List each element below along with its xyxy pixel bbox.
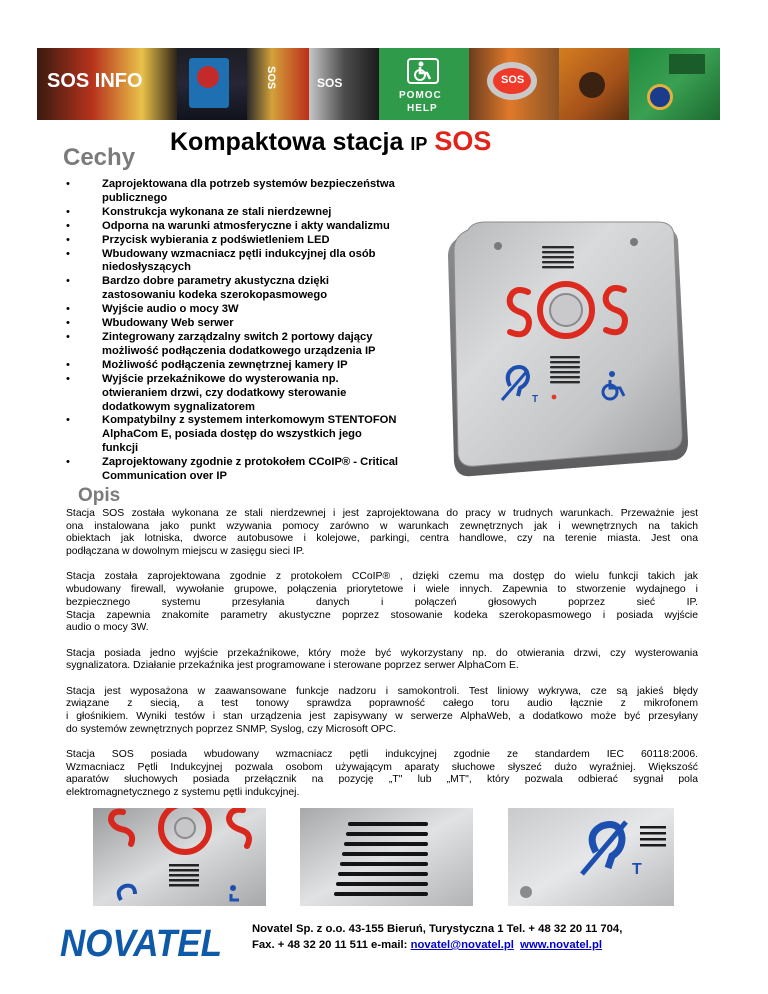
feature-item [66, 206, 426, 220]
banner-photo-sos-info [37, 48, 177, 120]
feature-item [66, 220, 426, 234]
feature-item [66, 317, 426, 331]
feature-item [66, 234, 426, 248]
feature-text-line: Wbudowany wzmacniacz pętli indukcyjnej dla osób [102, 247, 376, 260]
bullet-icon: • [66, 205, 70, 218]
feature-item [66, 248, 426, 276]
title-ip: IP [410, 134, 428, 154]
device-t-label: T [532, 394, 539, 405]
bottom-photo-hearing-loop [508, 808, 674, 906]
description-paragraph [66, 749, 698, 800]
feature-item [66, 303, 426, 317]
feature-text-line: Możliwość podłączenia zewnętrznej kamery IP [102, 358, 348, 371]
description-line: do systemów zewnętrznych poprzez SNMP, Syslog, czy Microsoft OPC. [66, 723, 397, 735]
bottom-photo-speaker-grille [300, 808, 473, 906]
description-line: Stacja zapewnia znakomite parametry akustyczne poprzez stosowanie kodeka szerokopasmowego i posiada wyjście [66, 609, 698, 621]
device-photo [432, 216, 698, 486]
bullet-icon: • [66, 330, 70, 343]
title-row [60, 122, 700, 172]
banner-sos-text-5: SOS [501, 74, 525, 86]
description-line: elektromagnetycznego z systemu pętli indukcyjnej. [66, 787, 300, 799]
description-paragraph [66, 686, 698, 737]
feature-text-line: AlphaCom E, posiada dostęp do wszystkich jego [102, 428, 362, 441]
feature-text-line: Przycisk wybierania z podświetleniem LED [102, 233, 330, 246]
header-banner [37, 48, 720, 120]
feature-item [66, 456, 426, 484]
banner-sos-info-text: SOS INFO [47, 70, 143, 92]
bullet-icon: • [66, 317, 70, 330]
banner-photo-sos-wall [309, 48, 379, 120]
banner-photo-panel [177, 48, 247, 120]
bullet-icon: • [66, 219, 70, 232]
website-link[interactable]: www.novatel.pl [520, 939, 602, 951]
banner-sos-text-3: SOS [317, 76, 343, 90]
feature-text-line: dodatkowym sygnalizatorem [102, 400, 255, 413]
feature-text-line: Odporna na warunki atmosferyczne i akty wandalizmu [102, 219, 390, 232]
title-sos: SOS [434, 126, 492, 156]
feature-text-line: funkcji [102, 442, 139, 455]
feature-text-line: Zaprojektowana dla potrzeb systemów bezpieczeństwa [102, 178, 395, 190]
banner-photo-sos-button [469, 48, 559, 120]
footer-address: Novatel Sp. z o.o. 43-155 Bieruń, Turystyczna 1 Tel. + 48 32 20 11 704, [252, 923, 623, 935]
banner-photo-sos-door [247, 48, 309, 120]
description-line: wbudowany firewall, wywołanie grupowe, połączenia priorytetowe i wiele innych. Zapewnia to stworzenie wydajnego i [66, 584, 698, 596]
hearing-t-label: T [632, 861, 642, 878]
description-body [66, 508, 698, 812]
feature-item [66, 331, 426, 359]
description-line: Stacja SOS została wykonana ze stali nierdzewnej i jest zaprojektowana do pracy w trudnych warunkach. Przeważnie jest [66, 508, 698, 519]
description-heading: Opis [78, 485, 121, 506]
bullet-icon: • [66, 247, 70, 260]
banner-help-text: HELP [407, 103, 438, 114]
feature-item [66, 275, 426, 303]
feature-text-line: Zaprojektowany zgodnie z protokołem CCoIP® - Critical [102, 456, 399, 469]
description-line: sygnalizatora. Działanie przekaźnika jest programowane i sterowane poprzez serwer AlphaCom E. [66, 660, 519, 672]
feature-text-line: publicznego [102, 191, 168, 204]
bullet-icon: • [66, 233, 70, 246]
feature-item [66, 373, 426, 415]
email-link[interactable]: novatel@novatel.pl [410, 939, 514, 951]
feature-text-line: Zintegrowany zarządzalny switch 2 portowy dający [102, 330, 373, 343]
description-paragraph [66, 508, 698, 559]
feature-text-line: otwieraniem drzwi, czy dodatkowy sterowanie [102, 386, 347, 399]
novatel-logo [58, 918, 228, 964]
banner-photo-orange-station [559, 48, 629, 120]
feature-text-line: Bardzo dobre parametry akustyczna dzięki [102, 275, 329, 288]
feature-text-line: Kompatybilny z systemem interkomowym STENTOFON [102, 414, 397, 427]
description-line: bezpiecznego systemu przesyłania danych i połączeń głosowych poprzez sieć IP. [66, 596, 698, 608]
features-heading: Cechy [63, 144, 136, 171]
feature-text-line: niedosłyszących [102, 261, 191, 274]
bullet-icon: • [66, 456, 70, 469]
feature-text-line: Konstrukcja wykonana ze stali nierdzewnej [102, 205, 332, 218]
banner-sos-text-2: SOS [265, 66, 277, 90]
feature-text-line: Communication over IP [102, 470, 227, 483]
banner-photo-pomoc-help [379, 48, 469, 120]
bottom-photo-sos [93, 808, 266, 906]
description-line: obiektach jak lotniska, dworce autobusowe i kolejowe, parkingi, centra handlowe, czy na terenie miasta. Jest ona [66, 533, 698, 545]
page-title [170, 126, 491, 157]
feature-item [66, 178, 426, 206]
bullet-icon: • [66, 303, 70, 316]
bullet-icon: • [66, 178, 70, 190]
feature-item [66, 359, 426, 373]
feature-item [66, 414, 426, 456]
title-main: Kompaktowa stacja [170, 128, 404, 156]
description-line: i głośnikiem. Wyniki testów i stan urządzenia jest zapisywany w serwerze AlphaWeb, a dodatkowo może być przesyłany [66, 710, 698, 722]
description-line: ona instalowana jako punkt wzywania pomocy zarówno w warunkach zewnętrznych jak i wewnętrznych na takich [66, 520, 698, 532]
description-line: audio o mocy 3W. [66, 622, 149, 634]
feature-text-line: Wbudowany Web serwer [102, 317, 234, 330]
banner-photo-green-station [629, 48, 720, 120]
feature-text-line: możliwość podłączenia dodatkowego urządzenia IP [102, 344, 376, 357]
bullet-icon: • [66, 414, 70, 427]
description-line: Stacja SOS posiada wbudowany wzmacniacz pętli indukcyjnej zgodnie ze standardem IEC 60118:2006. [66, 748, 698, 760]
description-paragraph [66, 648, 698, 673]
feature-text-line: Wyjście audio o mocy 3W [102, 303, 239, 316]
bullet-icon: • [66, 275, 70, 288]
description-line: Stacja jest wyposażona w zaawansowane funkcje nadzoru i samokontroli. Test liniowy wykrywa, cze są jakieś błędy [66, 685, 698, 697]
wheelchair-icon [407, 58, 439, 84]
description-line: podłączana w dowolnym miejscu w zasięgu sieci IP. [66, 546, 305, 558]
description-line: aparatów słuchowych posiada przełącznik na pozycję „T" lub „MT", który pozwala odbierać sygnał pola [66, 774, 698, 786]
description-line: związane z siecią, a test tonowy sprawdza poprawność całego toru audio łącznie z mikrofonem [66, 698, 698, 710]
description-line: Stacja została zaprojektowana zgodnie z protokołem CCoIP® , dzięki czemu ma dostęp do wielu funkcji takich jak [66, 571, 698, 583]
logo-text: NOVATEL [60, 923, 222, 964]
bullet-icon: • [66, 358, 70, 371]
features-list [66, 178, 426, 484]
footer-contact [252, 921, 682, 953]
description-paragraph [66, 571, 698, 635]
footer-fax: Fax. + 48 32 20 11 511 e-mail: [252, 939, 411, 951]
banner-pomoc-text: POMOC [399, 90, 442, 101]
footer-contact-line [252, 937, 682, 953]
feature-text-line: Wyjście przekaźnikowe do wysterowania np. [102, 372, 339, 385]
description-line: Stacja posiada jedno wyjście przekaźnikowe, który może być wykorzystany np. do otwierania drzwi, czy wysterowania [66, 647, 698, 659]
bullet-icon: • [66, 372, 70, 385]
description-line: Wzmacniacz Pętli Indukcyjnej pozwala osobom używającym aparaty słuchowe słyszeć dużo wyraźniej. Większość [66, 761, 698, 773]
feature-text-line: zastosowaniu kodeka szerokopasmowego [102, 289, 328, 302]
